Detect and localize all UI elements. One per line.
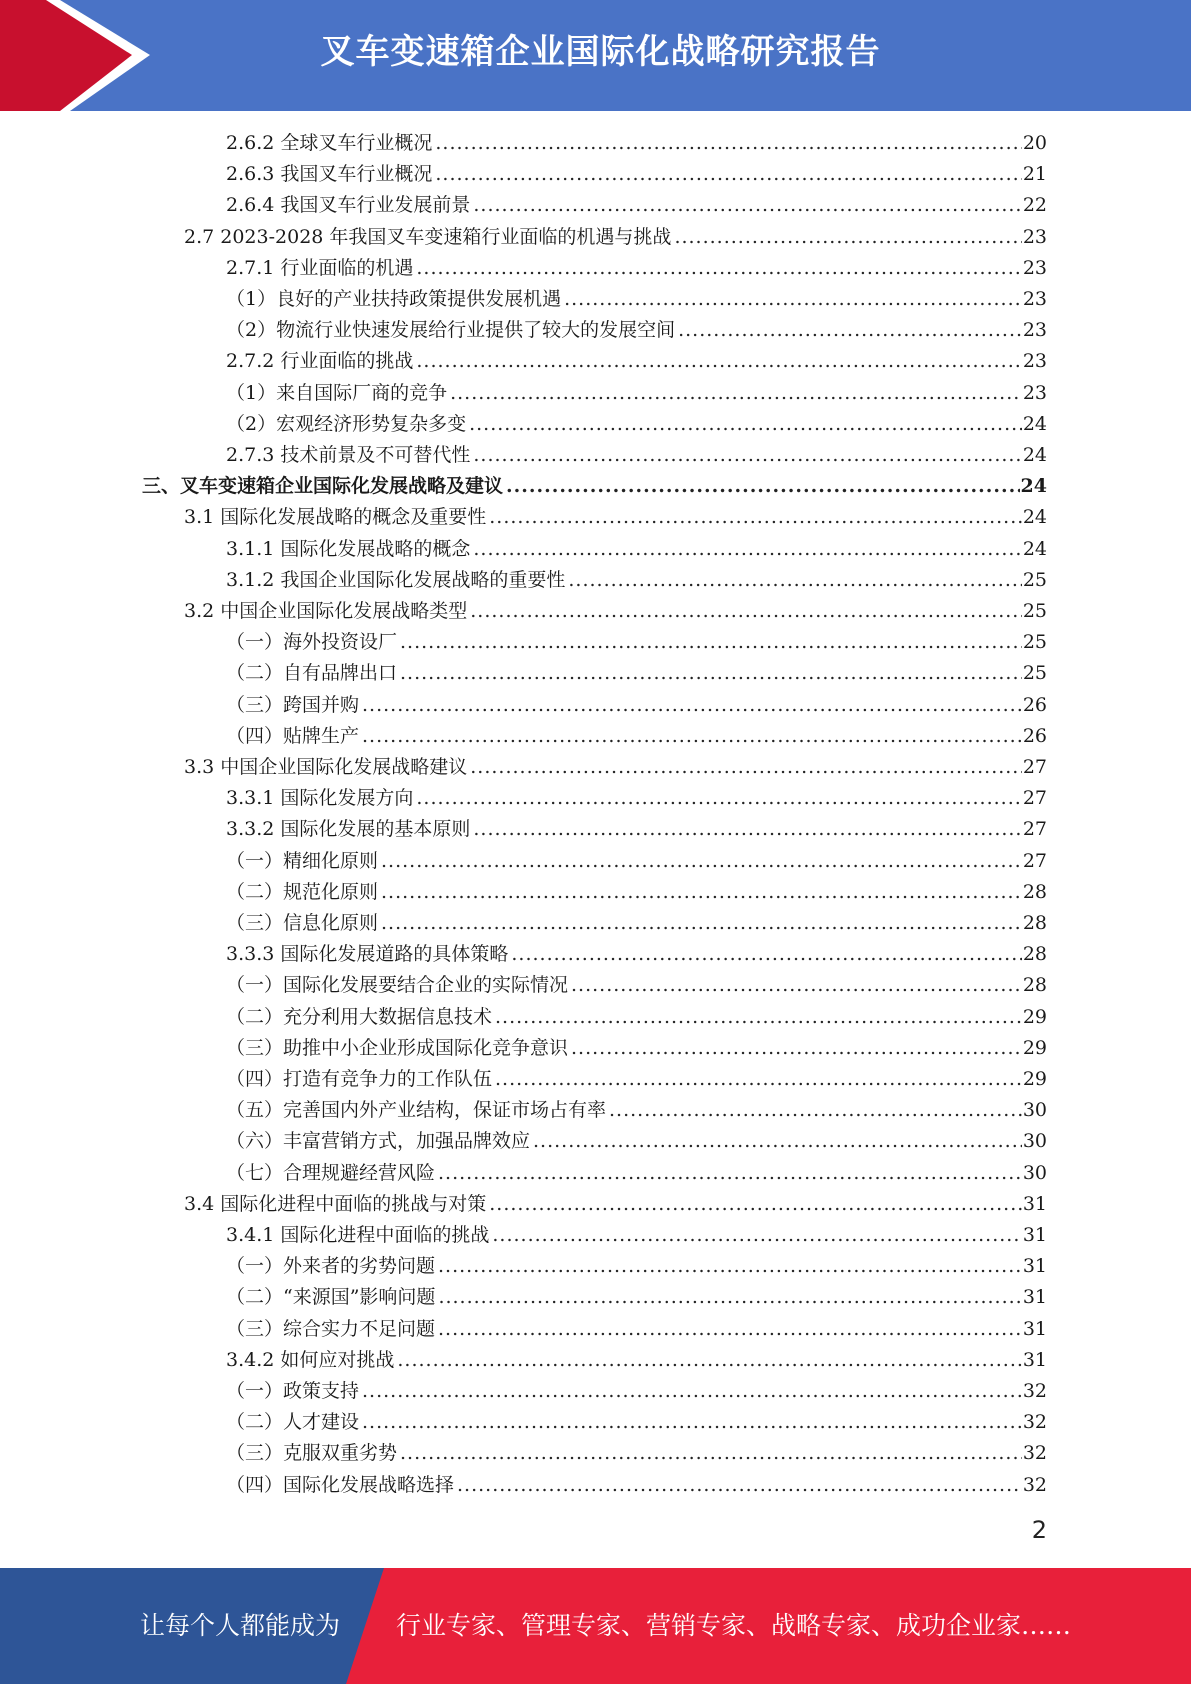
toc-entry-page: 24 xyxy=(1022,444,1047,466)
toc-entry-label: 3.3.1 国际化发展方向 xyxy=(226,787,414,809)
toc-entry-label: 3.4 国际化进程中面临的挑战与对策 xyxy=(184,1193,487,1215)
toc-entry-page: 23 xyxy=(1022,226,1047,248)
toc-entry[interactable] xyxy=(226,658,1047,689)
toc-entry[interactable] xyxy=(226,1033,1047,1064)
toc-entry-page: 31 xyxy=(1022,1318,1047,1340)
toc-leader-dots xyxy=(438,1282,1021,1313)
toc-entry-page: 24 xyxy=(1020,475,1047,497)
toc-leader-dots xyxy=(489,1189,1022,1220)
toc-entry-label: （一）精细化原则 xyxy=(226,850,379,872)
toc-entry-label: （一）政策支持 xyxy=(226,1380,360,1402)
toc-entry-label: （三）克服双重劣势 xyxy=(226,1442,398,1464)
toc-entry-page: 25 xyxy=(1022,662,1047,684)
toc-entry[interactable] xyxy=(226,627,1047,658)
toc-entry-label: （六）丰富营销方式，加强品牌效应 xyxy=(226,1130,531,1152)
toc-leader-dots xyxy=(438,1314,1022,1345)
toc-leader-dots xyxy=(400,1438,1022,1469)
toc-entry-label: （五）完善国内外产业结构，保证市场占有率 xyxy=(226,1099,607,1121)
toc-leader-dots xyxy=(438,1251,1022,1282)
toc-entry[interactable] xyxy=(226,1314,1047,1345)
toc-entry[interactable] xyxy=(226,814,1047,845)
toc-entry-label: （四）国际化发展战略选择 xyxy=(226,1474,455,1496)
toc-entry-label: 3.3.3 国际化发展道路的具体策略 xyxy=(226,943,509,965)
toc-entry-label: （二）规范化原则 xyxy=(226,881,379,903)
toc-entry[interactable] xyxy=(184,596,1047,627)
toc-entry-page: 25 xyxy=(1022,631,1047,653)
toc-entry-page: 23 xyxy=(1022,257,1047,279)
toc-leader-dots xyxy=(457,1470,1022,1501)
toc-entry-label: 2.6.4 我国叉车行业发展前景 xyxy=(226,194,471,216)
toc-entry[interactable] xyxy=(226,190,1047,221)
toc-entry[interactable] xyxy=(226,1345,1047,1376)
toc-entry-label: 2.6.3 我国叉车行业概况 xyxy=(226,163,433,185)
toc-entry[interactable] xyxy=(226,1064,1047,1095)
toc-leader-dots xyxy=(571,1033,1022,1064)
toc-entry-page: 29 xyxy=(1022,1037,1047,1059)
toc-entry-page: 30 xyxy=(1022,1162,1047,1184)
toc-entry[interactable] xyxy=(226,534,1047,565)
toc-entry-label: （二）人才建设 xyxy=(226,1411,360,1433)
toc-entry-label: （1）来自国际厂商的竞争 xyxy=(226,382,448,404)
toc-leader-dots xyxy=(416,783,1021,814)
toc-entry[interactable] xyxy=(226,1220,1047,1251)
toc-entry-label: 2.7.1 行业面临的机遇 xyxy=(226,257,414,279)
toc-entry[interactable] xyxy=(226,1158,1047,1189)
toc-entry-label: （七）合理规避经营风险 xyxy=(226,1162,436,1184)
toc-entry-page: 30 xyxy=(1022,1099,1047,1121)
toc-entry-label: 3.4.2 如何应对挑战 xyxy=(226,1349,395,1371)
toc-leader-dots xyxy=(489,502,1022,533)
toc-leader-dots xyxy=(397,1345,1021,1376)
toc-leader-dots xyxy=(473,534,1021,565)
toc-entry[interactable] xyxy=(226,877,1047,908)
toc-entry[interactable] xyxy=(226,315,1047,346)
toc-leader-dots xyxy=(400,627,1022,658)
toc-entry[interactable] xyxy=(226,1438,1047,1469)
report-title: 叉车变速箱企业国际化战略研究报告 xyxy=(320,32,881,72)
toc-entry-page: 28 xyxy=(1022,912,1047,934)
toc-entry-label: （1）良好的产业扶持政策提供发展机遇 xyxy=(226,288,562,310)
toc-entry-page: 31 xyxy=(1022,1255,1047,1277)
toc-entry[interactable] xyxy=(226,846,1047,877)
footer-slogan-right: 行业专家、管理专家、营销专家、战略专家、成功企业家…… xyxy=(396,1611,1072,1640)
toc-entry-page: 31 xyxy=(1022,1193,1047,1215)
toc-entry-page: 30 xyxy=(1022,1130,1047,1152)
toc-leader-dots xyxy=(473,814,1021,845)
toc-entry-page: 24 xyxy=(1022,506,1047,528)
toc-entry-page: 28 xyxy=(1022,943,1047,965)
toc-entry[interactable] xyxy=(226,939,1047,970)
toc-entry-label: 2.7 2023-2028 年我国叉车变速箱行业面临的机遇与挑战 xyxy=(184,226,672,248)
toc-entry[interactable] xyxy=(226,409,1047,440)
toc-entry[interactable] xyxy=(226,783,1047,814)
toc-leader-dots xyxy=(511,939,1021,970)
toc-entry-label: （四）贴牌生产 xyxy=(226,725,360,747)
toc-leader-dots xyxy=(400,658,1022,689)
toc-entry-label: （一）海外投资设厂 xyxy=(226,631,398,653)
toc-entry-page: 27 xyxy=(1022,818,1047,840)
toc-entry-page: 25 xyxy=(1022,600,1047,622)
toc-entry-page: 29 xyxy=(1022,1006,1047,1028)
toc-entry-label: （2）物流行业快速发展给行业提供了较大的发展空间 xyxy=(226,319,676,341)
toc-entry-page: 24 xyxy=(1022,538,1047,560)
toc-leader-dots xyxy=(568,565,1021,596)
toc-entry-page: 28 xyxy=(1022,881,1047,903)
toc-entry-page: 23 xyxy=(1022,288,1047,310)
toc-entry-page: 26 xyxy=(1022,725,1047,747)
toc-leader-dots xyxy=(473,440,1021,471)
toc-entry[interactable] xyxy=(226,721,1047,752)
toc-leader-dots xyxy=(506,471,1020,502)
toc-entry-page: 27 xyxy=(1022,787,1047,809)
toc-entry-label: （一）外来者的劣势问题 xyxy=(226,1255,436,1277)
toc-entry-page: 32 xyxy=(1022,1442,1047,1464)
toc-entry[interactable] xyxy=(184,222,1047,253)
toc-entry[interactable] xyxy=(226,159,1047,190)
toc-entry[interactable] xyxy=(226,378,1047,409)
toc-entry-label: （三）跨国并购 xyxy=(226,694,360,716)
toc-leader-dots xyxy=(533,1126,1022,1157)
toc-entry-label: （三）综合实力不足问题 xyxy=(226,1318,436,1340)
toc-leader-dots xyxy=(571,970,1022,1001)
toc-entry[interactable] xyxy=(226,440,1047,471)
toc-entry-page: 31 xyxy=(1022,1286,1047,1308)
toc-leader-dots xyxy=(609,1095,1022,1126)
toc-entry-label: （二）“来源国”影响问题 xyxy=(226,1286,436,1308)
toc-leader-dots xyxy=(473,190,1021,221)
toc-entry-page: 29 xyxy=(1022,1068,1047,1090)
toc-entry[interactable] xyxy=(226,128,1047,159)
toc-leader-dots xyxy=(435,159,1021,190)
toc-entry-label: 2.7.2 行业面临的挑战 xyxy=(226,350,414,372)
toc-entry-page: 26 xyxy=(1022,694,1047,716)
toc-entry-label: 2.7.3 技术前景及不可替代性 xyxy=(226,444,471,466)
toc-entry[interactable] xyxy=(226,1095,1047,1126)
toc-entry[interactable] xyxy=(226,1407,1047,1438)
toc-entry-page: 31 xyxy=(1022,1224,1047,1246)
toc-entry-page: 31 xyxy=(1022,1349,1047,1371)
toc-entry-label: （二）充分利用大数据信息技术 xyxy=(226,1006,493,1028)
toc-entry-label: 三、叉车变速箱企业国际化发展战略及建议 xyxy=(142,475,504,497)
toc-entry-label: 3.1.1 国际化发展战略的概念 xyxy=(226,538,471,560)
toc-leader-dots xyxy=(416,253,1021,284)
toc-entry[interactable] xyxy=(226,908,1047,939)
toc-entry[interactable] xyxy=(226,1282,1047,1313)
toc-leader-dots xyxy=(495,1064,1022,1095)
toc-leader-dots xyxy=(469,409,1022,440)
footer-slogan-left: 让每个人都能成为 xyxy=(140,1611,341,1640)
toc-entry[interactable] xyxy=(184,1189,1047,1220)
toc-entry-page: 32 xyxy=(1022,1411,1047,1433)
toc-entry-label: （三）信息化原则 xyxy=(226,912,379,934)
toc-entry-label: 2.6.2 全球叉车行业概况 xyxy=(226,132,433,154)
toc-entry-label: 3.1.2 我国企业国际化发展战略的重要性 xyxy=(226,569,566,591)
toc-entry[interactable] xyxy=(226,565,1047,596)
toc-entry[interactable] xyxy=(226,970,1047,1001)
toc-entry-page: 28 xyxy=(1022,974,1047,996)
toc-entry-page: 20 xyxy=(1022,132,1047,154)
toc-leader-dots xyxy=(470,752,1022,783)
toc-leader-dots xyxy=(450,378,1022,409)
toc-leader-dots xyxy=(416,346,1021,377)
toc-entry[interactable] xyxy=(226,1002,1047,1033)
toc-entry[interactable] xyxy=(226,284,1047,315)
toc-entry-page: 23 xyxy=(1022,382,1047,404)
toc-entry-page: 24 xyxy=(1022,413,1047,435)
toc-entry-page: 23 xyxy=(1022,319,1047,341)
toc-entry-label: 3.3 中国企业国际化发展战略建议 xyxy=(184,756,468,778)
toc-leader-dots xyxy=(362,1376,1022,1407)
toc-entry-page: 27 xyxy=(1022,850,1047,872)
toc-leader-dots xyxy=(492,1220,1021,1251)
toc-entry-page: 32 xyxy=(1022,1380,1047,1402)
toc-entry[interactable] xyxy=(226,690,1047,721)
toc-entry-label: （四）打造有竞争力的工作队伍 xyxy=(226,1068,493,1090)
toc-entry-label: 3.1 国际化发展战略的概念及重要性 xyxy=(184,506,487,528)
toc-entry-page: 32 xyxy=(1022,1474,1047,1496)
toc-entry[interactable] xyxy=(142,471,1047,502)
toc-leader-dots xyxy=(674,222,1021,253)
toc-entry-page: 27 xyxy=(1022,756,1047,778)
toc-entry-label: （2）宏观经济形势复杂多变 xyxy=(226,413,467,435)
toc-leader-dots xyxy=(495,1002,1022,1033)
toc-entry-page: 25 xyxy=(1022,569,1047,591)
toc-entry-label: （二）自有品牌出口 xyxy=(226,662,398,684)
page-number: 2 xyxy=(1031,1516,1047,1544)
toc-leader-dots xyxy=(362,1407,1022,1438)
toc-leader-dots xyxy=(435,128,1021,159)
toc-entry[interactable] xyxy=(226,1126,1047,1157)
toc-entry[interactable] xyxy=(184,502,1047,533)
toc-entry[interactable] xyxy=(226,1376,1047,1407)
toc-entry[interactable] xyxy=(226,1470,1047,1501)
toc-leader-dots xyxy=(362,690,1022,721)
toc-entry-page: 22 xyxy=(1022,194,1047,216)
toc-entry[interactable] xyxy=(226,346,1047,377)
toc-entry-label: 3.4.1 国际化进程中面临的挑战 xyxy=(226,1224,490,1246)
toc-entry-label: （三）助推中小企业形成国际化竞争意识 xyxy=(226,1037,569,1059)
toc-leader-dots xyxy=(564,284,1022,315)
toc-entry[interactable] xyxy=(226,1251,1047,1282)
toc-entry[interactable] xyxy=(226,253,1047,284)
toc-leader-dots xyxy=(381,908,1022,939)
toc-entry-label: 3.2 中国企业国际化发展战略类型 xyxy=(184,600,468,622)
toc-leader-dots xyxy=(381,877,1022,908)
toc-entry-page: 23 xyxy=(1022,350,1047,372)
toc-entry-page: 21 xyxy=(1022,163,1047,185)
toc-leader-dots xyxy=(470,596,1022,627)
page-header xyxy=(0,0,1191,111)
page-footer xyxy=(0,1568,1191,1684)
toc-entry-label: 3.3.2 国际化发展的基本原则 xyxy=(226,818,471,840)
toc-entry[interactable] xyxy=(184,752,1047,783)
toc-leader-dots xyxy=(362,721,1022,752)
toc-leader-dots xyxy=(381,846,1022,877)
toc-leader-dots xyxy=(438,1158,1022,1189)
toc-entry-label: （一）国际化发展要结合企业的实际情况 xyxy=(226,974,569,996)
toc-leader-dots xyxy=(678,315,1022,346)
